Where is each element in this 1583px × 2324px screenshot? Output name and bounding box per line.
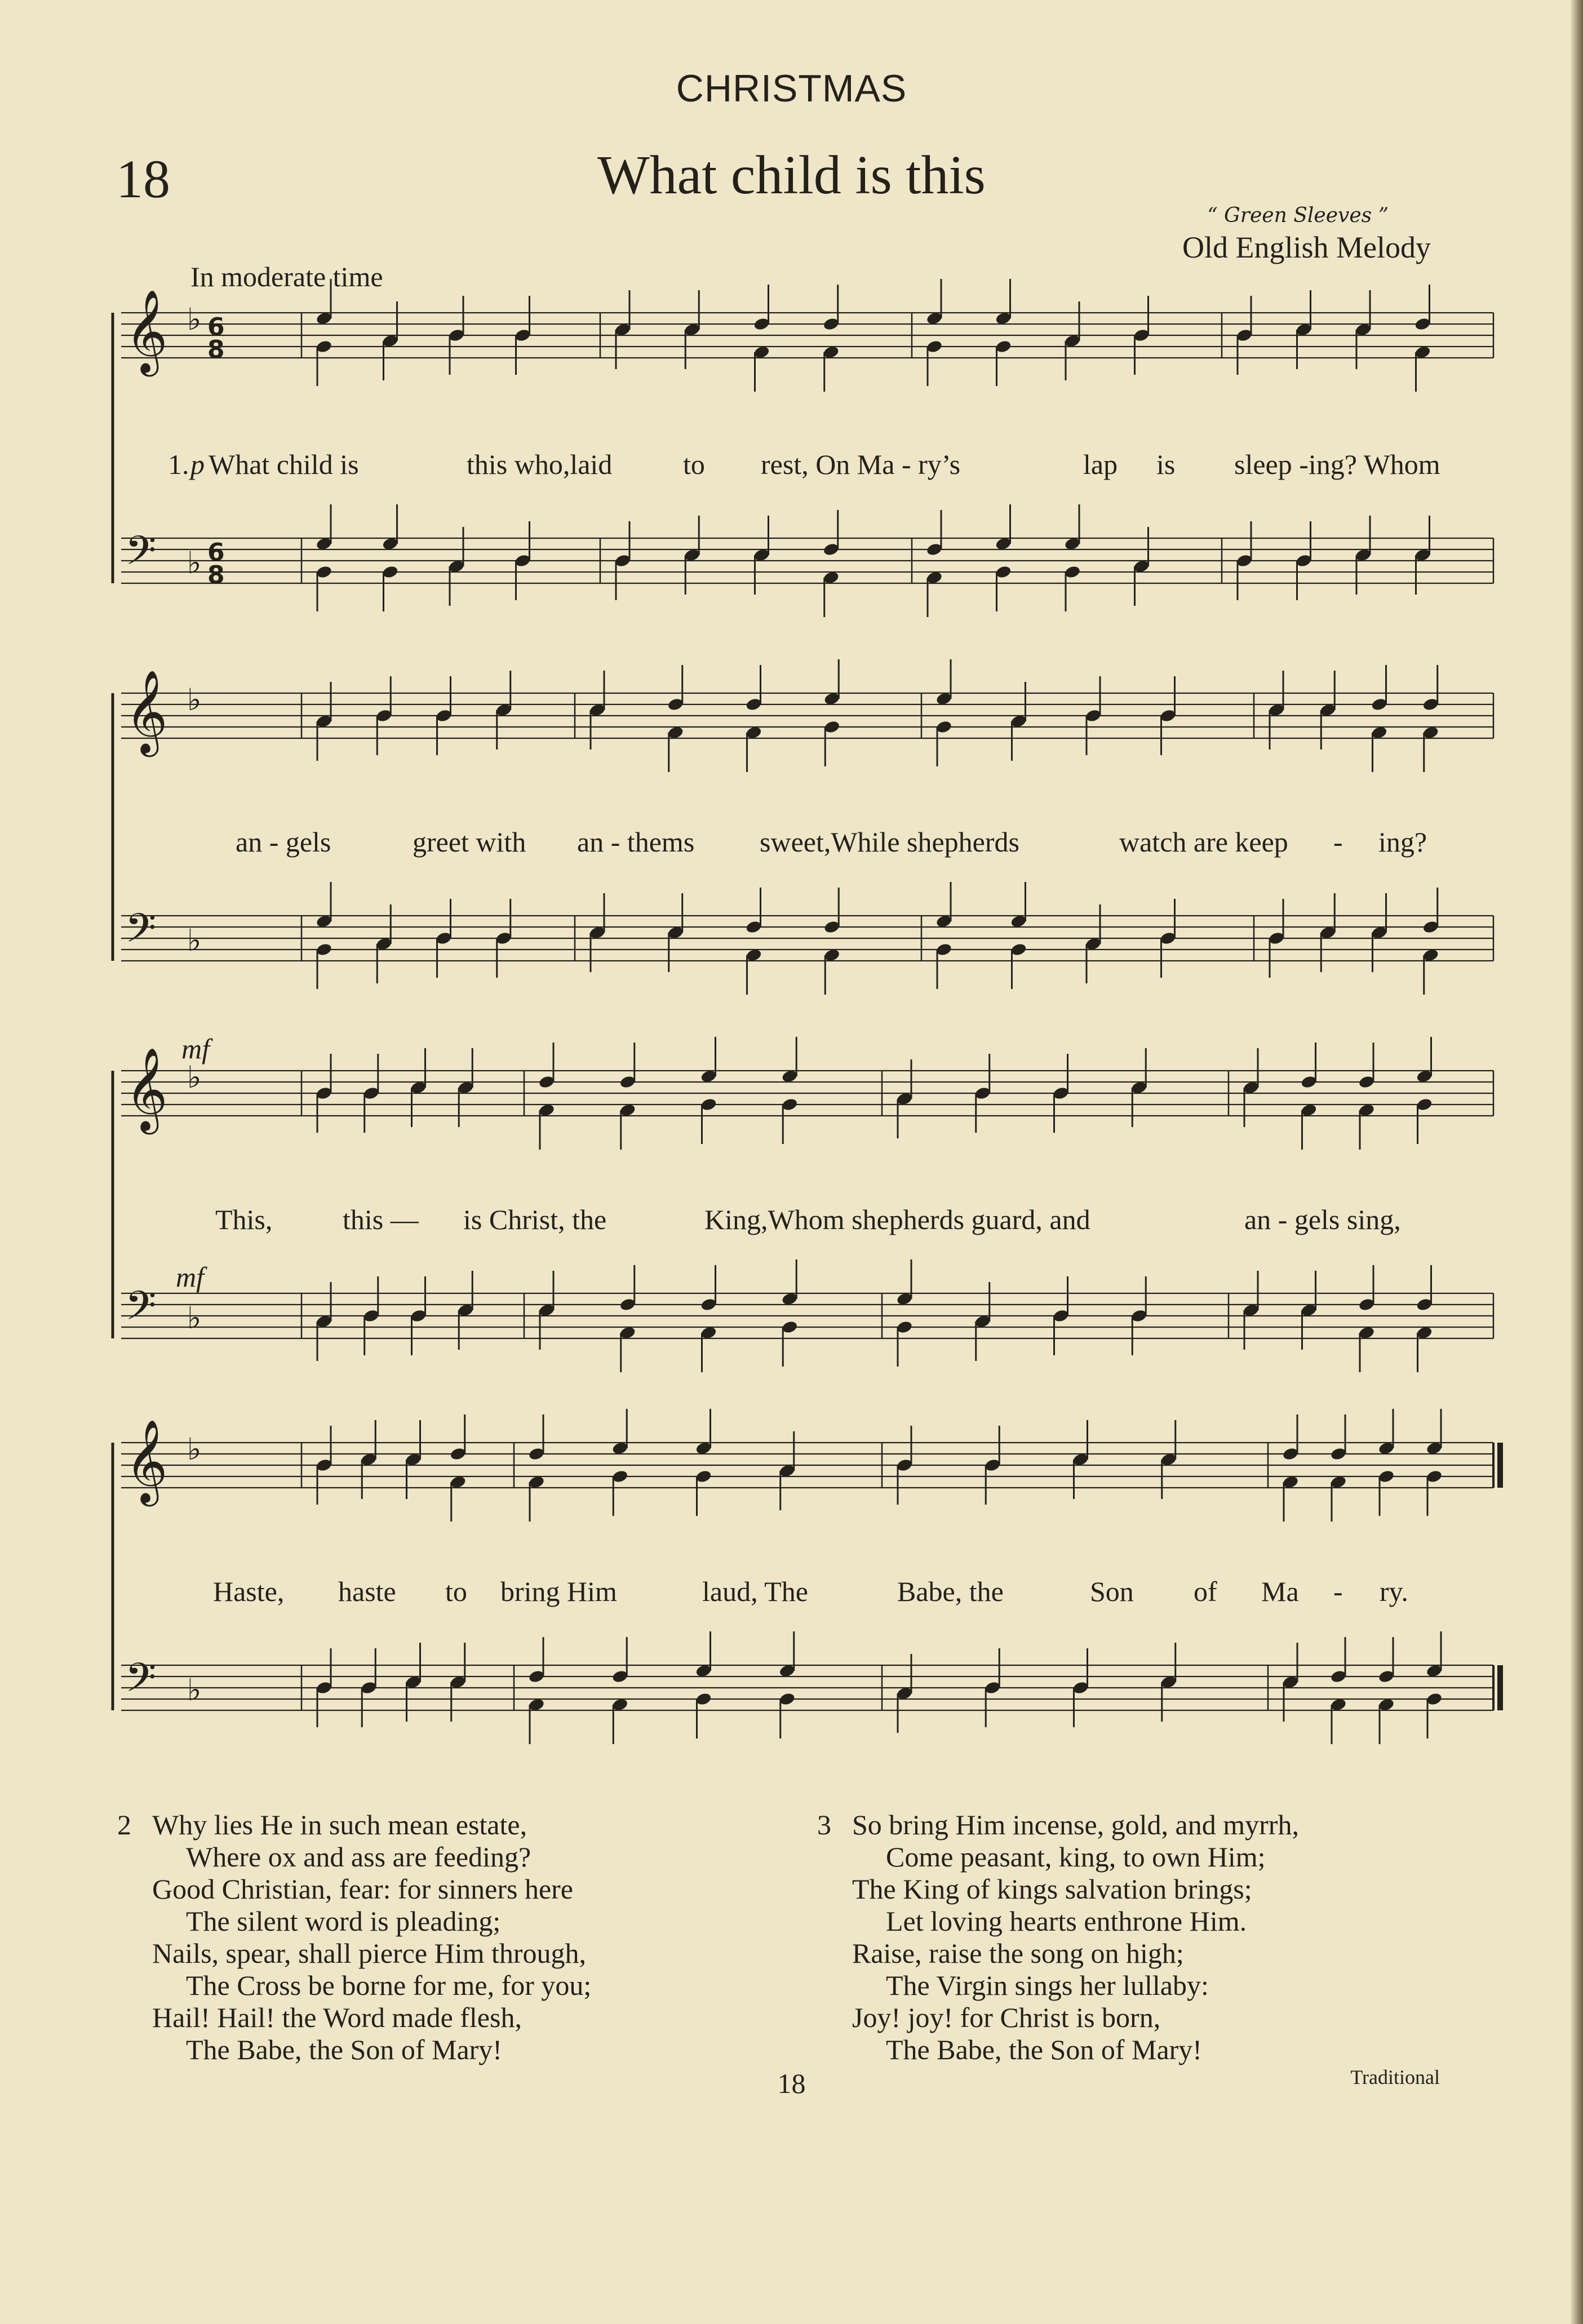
verse-2 bbox=[117, 1809, 591, 2066]
verse-number: 3 bbox=[817, 1809, 831, 1840]
lyric-syllable: ry. bbox=[1380, 1576, 1408, 1607]
lyric-syllable: watch are keep bbox=[1119, 826, 1288, 858]
bass-clef: 𝄢 bbox=[125, 905, 157, 961]
verse-line: Why lies He in such mean estate, bbox=[152, 1809, 527, 1840]
bass-clef: 𝄢 bbox=[125, 1283, 157, 1339]
verse-line: The Babe, the Son of Mary! bbox=[886, 2034, 1202, 2065]
text-credit: Traditional bbox=[1350, 2066, 1440, 2088]
treble-clef: 𝄞 bbox=[125, 669, 168, 753]
lyric-syllable: 1. bbox=[168, 449, 189, 480]
hymn-number: 18 bbox=[116, 149, 170, 209]
lyric-syllable: lap bbox=[1083, 449, 1118, 480]
dynamic-mark: mf bbox=[181, 1033, 210, 1065]
verse-line: Hail! Hail! the Word made flesh, bbox=[152, 2002, 522, 2033]
lyric-syllable: this — bbox=[343, 1204, 419, 1235]
lyric-syllable: Haste, bbox=[213, 1576, 285, 1607]
dynamic-mark: p bbox=[190, 449, 205, 480]
dynamic-mark: mf bbox=[176, 1261, 204, 1293]
lyric-syllable: to bbox=[445, 1576, 467, 1607]
tune-name: “ Green Sleeves ” bbox=[1207, 204, 1389, 227]
lyric-syllable: Ma bbox=[1261, 1576, 1299, 1607]
time-signature-top: 6 bbox=[207, 313, 225, 341]
verse-line: So bring Him incense, gold, and myrrh, bbox=[852, 1809, 1299, 1840]
hymn-title: What child is this bbox=[597, 145, 986, 206]
flat-sign: ♭ bbox=[187, 1300, 202, 1336]
verse-line: The Babe, the Son of Mary! bbox=[186, 2034, 502, 2065]
lyric-syllable: King,Whom shepherds guard, and bbox=[704, 1204, 1090, 1235]
verse-line: Nails, spear, shall pierce Him through, bbox=[152, 1937, 587, 1969]
verse-line: The Virgin sings her lullaby: bbox=[886, 1970, 1209, 2001]
verse-line: Let loving hearts enthrone Him. bbox=[886, 1905, 1247, 1937]
verse-line: Where ox and ass are feeding? bbox=[186, 1841, 531, 1873]
lyric-syllable: rest, On Ma - ry’s bbox=[761, 449, 961, 480]
flat-sign: ♭ bbox=[187, 682, 202, 717]
flat-sign: ♭ bbox=[187, 1672, 202, 1707]
verse-line: The silent word is pleading; bbox=[186, 1905, 501, 1937]
verse-line: Good Christian, fear: for sinners here bbox=[152, 1873, 573, 1905]
lyric-syllable: is Christ, the bbox=[463, 1204, 607, 1235]
lyric-syllable: sweet,While shepherds bbox=[760, 826, 1019, 858]
bass-clef: 𝄢 bbox=[125, 1655, 157, 1711]
lyric-syllable: greet with bbox=[413, 826, 526, 858]
verse-3 bbox=[817, 1809, 1299, 2066]
composer: Old English Melody bbox=[1182, 230, 1431, 264]
lyric-syllable: What child is bbox=[209, 449, 359, 480]
section-heading: CHRISTMAS bbox=[676, 67, 907, 110]
lyric-syllable: bring Him bbox=[500, 1576, 617, 1607]
verse-line: The King of kings salvation brings; bbox=[852, 1873, 1252, 1905]
lyric-syllable: ing? bbox=[1378, 826, 1427, 858]
lyric-syllable: an - thems bbox=[577, 826, 695, 858]
flat-sign: ♭ bbox=[187, 301, 202, 337]
lyric-syllable: this who,laid bbox=[467, 449, 613, 480]
time-signature-top: 6 bbox=[207, 538, 225, 567]
lyric-syllable: This, bbox=[215, 1204, 273, 1235]
page-number: 18 bbox=[777, 2068, 806, 2099]
time-signature-bottom: 8 bbox=[207, 561, 225, 589]
lyric-syllable: Babe, the bbox=[897, 1576, 1004, 1607]
treble-clef: 𝄞 bbox=[125, 1419, 168, 1503]
treble-clef: 𝄞 bbox=[125, 289, 168, 373]
lyric-syllable: Son bbox=[1090, 1576, 1134, 1607]
verse-line: Come peasant, king, to own Him; bbox=[886, 1841, 1266, 1873]
lyric-syllable: an - gels bbox=[236, 826, 331, 858]
lyric-syllable: of bbox=[1194, 1576, 1217, 1607]
flat-sign: ♭ bbox=[187, 1059, 202, 1095]
treble-clef: 𝄞 bbox=[125, 1047, 168, 1131]
tempo-marking: In moderate time bbox=[190, 261, 383, 292]
time-signature-bottom: 8 bbox=[207, 335, 225, 364]
lyric-syllable: is bbox=[1156, 449, 1176, 480]
verse-line: Joy! joy! for Christ is born, bbox=[852, 2002, 1161, 2033]
lyric-syllable: to bbox=[683, 449, 705, 480]
lyric-syllable: - bbox=[1333, 826, 1343, 858]
flat-sign: ♭ bbox=[187, 922, 202, 958]
lyric-syllable: - bbox=[1333, 1576, 1343, 1607]
lyric-syllable: haste bbox=[338, 1576, 396, 1607]
bass-clef: 𝄢 bbox=[125, 527, 157, 584]
lyric-syllable: sleep -ing? Whom bbox=[1234, 449, 1440, 480]
flat-sign: ♭ bbox=[187, 545, 202, 580]
lyric-syllable: an - gels sing, bbox=[1244, 1204, 1401, 1235]
verse-number: 2 bbox=[117, 1809, 131, 1840]
verse-line: The Cross be borne for me, for you; bbox=[186, 1970, 592, 2001]
flat-sign: ♭ bbox=[187, 1431, 202, 1467]
verse-line: Raise, raise the song on high; bbox=[852, 1937, 1184, 1969]
lyric-syllable: laud, The bbox=[702, 1576, 808, 1607]
